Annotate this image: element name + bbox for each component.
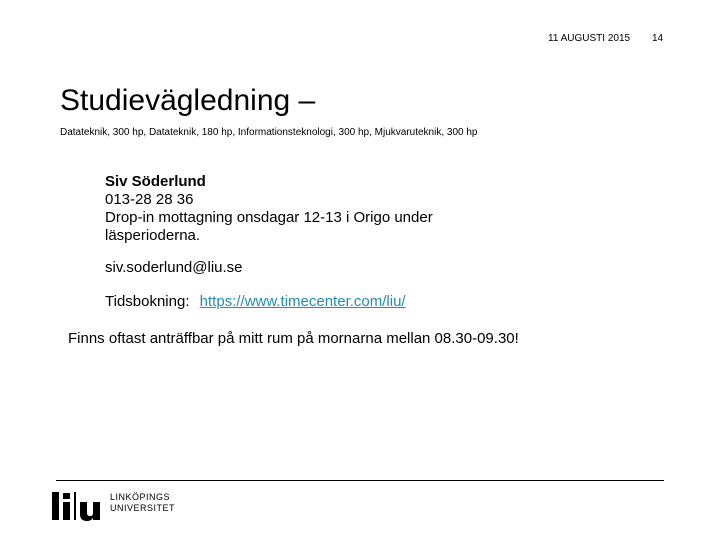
liu-logo-mark-icon bbox=[52, 490, 108, 522]
page-number: 14 bbox=[652, 33, 664, 44]
footer-divider bbox=[56, 480, 664, 481]
booking-label: Tidsbokning: bbox=[105, 293, 190, 310]
booking-link[interactable]: https://www.timecenter.com/liu/ bbox=[199, 293, 406, 310]
contact-dropin: Drop-in mottagning onsdagar 12-13 i Origo under läsperioderna. bbox=[105, 209, 433, 244]
contact-name: Siv Söderlund bbox=[105, 173, 206, 190]
liu-logo bbox=[52, 490, 182, 526]
liu-logo-text bbox=[110, 492, 175, 514]
contact-phone: 013-28 28 36 bbox=[105, 191, 194, 208]
slide-title: Studievägledning – bbox=[60, 84, 316, 117]
slide-subtitle: Datateknik, 300 hp, Datateknik, 180 hp, Informationsteknologi, 300 hp, Mjukvaruteknik, 300 hp bbox=[60, 127, 478, 138]
logo-line-1: LINKÖPINGS bbox=[110, 492, 171, 502]
header-date: 11 AUGUSTI 2015 bbox=[548, 33, 631, 44]
contact-email: siv.soderlund@liu.se bbox=[105, 259, 243, 276]
booking-line bbox=[105, 293, 406, 310]
availability-note: Finns oftast anträffbar på mitt rum på mornarna mellan 08.30-09.30! bbox=[68, 330, 519, 347]
logo-line-2: UNIVERSITET bbox=[110, 503, 176, 513]
contact-block bbox=[105, 173, 525, 245]
